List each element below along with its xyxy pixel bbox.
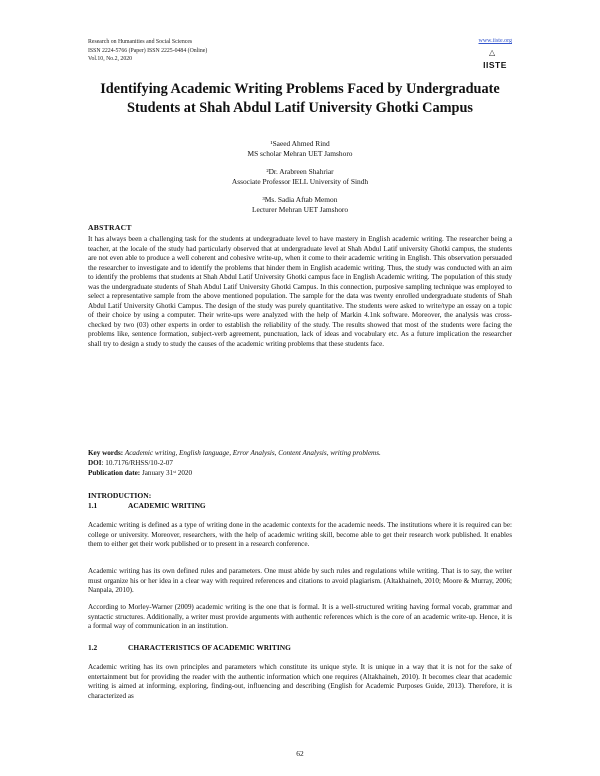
journal-name: Research on Humanities and Social Sciences: [88, 39, 193, 45]
author-name: ³Ms. Sadia Aftab Memon: [262, 195, 338, 205]
author-affiliation: Associate Professor IELL University of Sindh: [231, 176, 369, 186]
author-name: ²Dr. Arabreen Shahriar: [266, 167, 334, 177]
author-affiliation: MS scholar Mehran UET Jamshoro: [247, 148, 353, 158]
abstract-heading: ABSTRACT: [88, 223, 132, 232]
author-1: [180, 139, 420, 158]
logo-text: IISTE: [483, 60, 507, 70]
section-number: 1.2: [88, 643, 98, 652]
section-number: 1.1: [88, 501, 98, 510]
doi-line: [88, 459, 512, 469]
section-1-1-heading: [88, 501, 206, 511]
paper-title: Identifying Academic Writing Problems Faced by Undergraduate Students at Shah Abdul Latif University Ghotki Campus: [100, 81, 500, 116]
publication-date-value: January 31ˢᵗ 2020: [141, 469, 193, 477]
iiste-logo: [482, 48, 508, 70]
keywords-value: Academic writing, English language, Error Analysis, Content Analysis, writing problems.: [124, 449, 381, 457]
author-2: [180, 167, 420, 186]
publication-date-label: Publication date:: [88, 469, 141, 477]
paragraph-3: According to Morley-Warner (2009) academic writing is the one that is formal. It is a well-structured writing having formal vocab, grammar and syntactic structures. Additionally, a writer must provide arguments with authentic references which is the core of an academic write-up. Hence, it is a formal way of communication in an institution.: [88, 603, 512, 631]
abstract-body: It has always been a challenging task for the students at undergraduate level to have mastery in English academic writing. The researcher being a teacher, at the locale of the study had particularly observed that at undergraduate level at Shah Abdul Latif university Ghotki campus, the students are not even able to produce a well coherent and cohesive write-up, when it come to their academic writing in English. This observation persuaded the researcher to investigate and to identify the problems that hinder them in English academic writing. Thus, the study was conducted with an aim to identify the problems that students at Shah Abdul Latif University Ghotki campus face in English Academic writing. The population of this study was the undergraduate students of Shah Abdul Latif University Ghotki Campus. In this connection, purposive sampling technique was employed to select a representative sample from the above mentioned population. The sample for the data was twenty enrolled undergraduate students of Shah Abdul Latif University Ghotki Campus. The design of the study was purely quantitative. The students were asked to write/type an essay on a topic of their choice by using a computer. Their write-ups were analyzed with the help of Markin 4.1nk software. Moreover, the analysis was cross-checked by two (03) other experts in order to establish the reliability of the study. The results showed that most of the students were facing the problems like, sentence formation, subject-verb agreement, punctuation, lack of ideas and vocabulary etc. As a future implication the researcher shall try to design a study to study the causes of the academic writing problems that these students face.: [88, 235, 512, 349]
doi-label: DOI: [88, 459, 102, 467]
author-list: [180, 139, 420, 224]
author-3: [180, 195, 420, 214]
journal-website-link[interactable]: www.iiste.org: [478, 38, 512, 44]
author-affiliation: Lecturer Mehran UET Jamshoro: [251, 204, 349, 214]
section-title: ACADEMIC WRITING: [128, 501, 206, 510]
page-number: 62: [296, 749, 304, 758]
author-name: ¹Saeed Ahmed Rind: [270, 139, 330, 148]
publication-date-line: [88, 469, 512, 479]
journal-header: [88, 38, 512, 74]
paragraph-1: Academic writing is defined as a type of writing done in the academic contexts for the academic needs. The institutions where it is required can be: college or university. Moreover, researchers, with the help of academic writing skill, become able to get their research work published. It enables them to either get their work published or to present in a research conference.: [88, 521, 512, 549]
paragraph-1-2: Academic writing has its own principles and parameters which constitute its unique style. It is unique in a way that it is not for the sake of entertainment but for providing the reader with the authentic information which one requires (Altakhaineh, 2010). It becomes clear that academic writing is aimed at informing, exploring, finding-out, influencing and describing (English for Academic Purposes Guide, 2013). Therefore, it is characterized as: [88, 663, 512, 700]
introduction-heading: INTRODUCTION:: [88, 491, 152, 500]
section-1-2-heading: [88, 643, 291, 653]
journal-volume: Vol.10, No.2, 2020: [88, 56, 133, 63]
doi-value: : 10.7176/RHSS/10-2-07: [101, 459, 173, 467]
section-title: CHARACTERISTICS OF ACADEMIC WRITING: [128, 643, 291, 652]
paragraph-2: Academic writing has its own defined rules and parameters. One must abide by such rules and regulations while writing. That is to say, the writer must organize his or her idea in a clear way with required references and citations to avoid plagiarism. (Altakhaineh, 2010; Moore & Murray, 2006; Nanpala, 2010).: [88, 567, 512, 595]
journal-issn: ISSN 2224-5766 (Paper) ISSN 2225-0484 (Online): [88, 47, 208, 54]
logo-mark-icon: △: [489, 48, 496, 57]
keywords-label: Key words:: [88, 449, 124, 457]
keywords-line: [88, 449, 512, 459]
